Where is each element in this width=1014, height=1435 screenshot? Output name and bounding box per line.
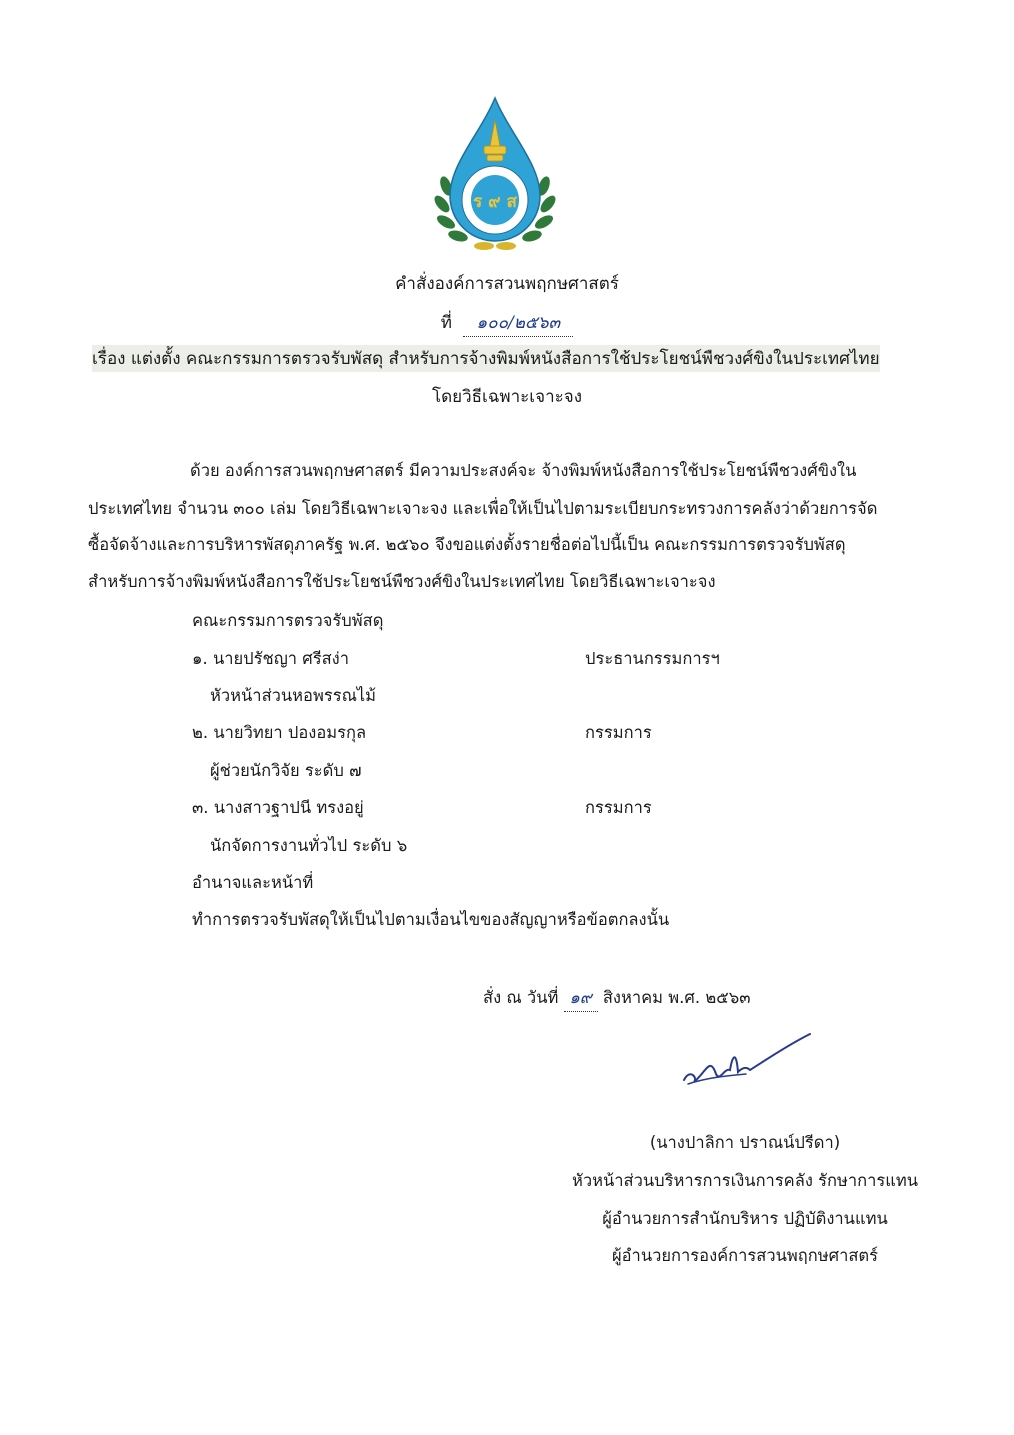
- member-position: นักจัดการงานทั่วไป ระดับ ๖: [210, 836, 408, 855]
- organization-logo: [432, 94, 558, 254]
- member-name: ๑. นายปรัชญา ศรีสง่า: [192, 649, 350, 668]
- date-prefix: สั่ง ณ วันที่: [483, 988, 559, 1007]
- document-title: คำสั่งองค์การสวนพฤกษศาสตร์: [395, 274, 619, 294]
- duty-text: ทำการตรวจรับพัสดุให้เป็นไปตามเงื่อนไขของสัญญาหรือข้อตกลงนั้น: [192, 910, 670, 929]
- order-number: [0, 309, 1014, 337]
- emblem-monogram: ร ๙ ส: [473, 192, 517, 212]
- member-role: ประธานกรรมการฯ: [585, 649, 720, 668]
- signer-name: (นางปาลิกา ปราณน์ปรีดา): [649, 1133, 841, 1152]
- body-paragraph-line-3: ซื้อจัดจ้างและการบริหารพัสดุภาครัฐ พ.ศ. ๒๕๖๐ จึงขอแต่งตั้งรายชื่อต่อไปนี้เป็น คณะกรรมการตรวจรับพัสดุ: [88, 535, 846, 554]
- member-position: ผู้ช่วยนักวิจัย ระดับ ๗: [210, 761, 362, 780]
- order-date: [483, 985, 751, 1012]
- date-day: ๑๙: [564, 985, 598, 1012]
- signer-title-1: หัวหน้าส่วนบริหารการเงินการคลัง รักษาการแทน: [571, 1171, 919, 1190]
- signer-title-3: ผู้อำนวยการองค์การสวนพฤกษศาสตร์: [611, 1246, 879, 1265]
- member-position: หัวหน้าส่วนหอพรรณไม้: [210, 686, 377, 705]
- body-paragraph-line-4: สำหรับการจ้างพิมพ์หนังสือการใช้ประโยชน์พืชวงศ์ขิงในประเทศไทย โดยวิธีเฉพาะเจาะจง: [88, 572, 716, 591]
- order-number-value: ๑๐๐/๒๕๖๓: [463, 309, 573, 337]
- member-role: กรรมการ: [585, 798, 652, 817]
- handwritten-signature: [676, 1028, 816, 1090]
- member-name: ๓. นางสาวฐาปนี ทรงอยู่: [192, 798, 364, 817]
- committee-heading: คณะกรรมการตรวจรับพัสดุ: [192, 611, 384, 630]
- signer-title-2: ผู้อำนวยการสำนักบริหาร ปฏิบัติงานแทน: [602, 1209, 888, 1228]
- subject-line: เรื่อง แต่งตั้ง คณะกรรมการตรวจรับพัสดุ สำหรับการจ้างพิมพ์หนังสือการใช้ประโยชน์พืชวงศ์ขิงในประเทศไทย: [92, 345, 880, 372]
- member-name: ๒. นายวิทยา ปองอมรกุล: [192, 723, 367, 742]
- order-number-label: ที่: [440, 313, 452, 333]
- member-role: กรรมการ: [585, 723, 652, 742]
- date-suffix: สิงหาคม พ.ศ. ๒๕๖๓: [602, 988, 751, 1007]
- body-paragraph-line-2: ประเทศไทย จำนวน ๓๐๐ เล่ม โดยวิธีเฉพาะเจาะจง และเพื่อให้เป็นไปตามระเบียบกระทรวงการคลังว่าด้วยการจัด: [88, 499, 878, 518]
- body-paragraph-line-1: ด้วย องค์การสวนพฤกษศาสตร์ มีความประสงค์จะ จ้างพิมพ์หนังสือการใช้ประโยชน์พืชวงศ์ขิงใน: [190, 461, 857, 480]
- subject-line-2: โดยวิธีเฉพาะเจาะจง: [431, 387, 583, 407]
- duty-heading: อำนาจและหน้าที่: [192, 873, 314, 892]
